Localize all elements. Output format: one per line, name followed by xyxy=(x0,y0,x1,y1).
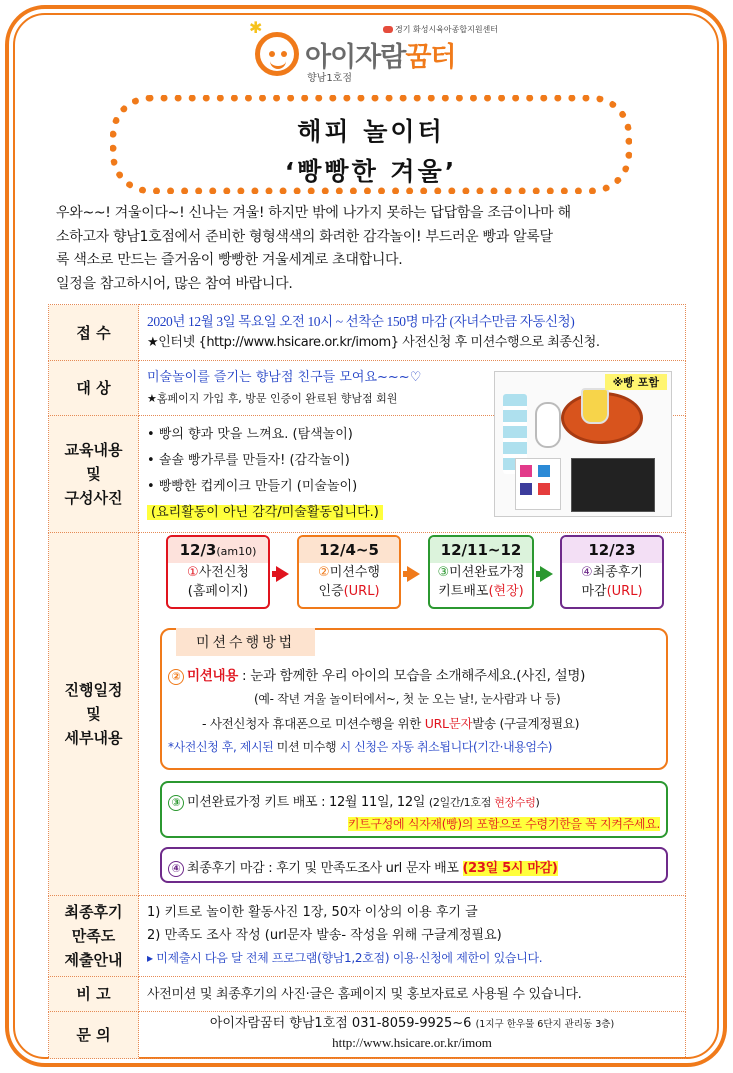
logo-branch: 향남1호점 xyxy=(307,73,353,84)
intro-line: 일정을 참고하시어, 많은 참여 바랍니다. xyxy=(56,275,293,292)
content-item: • 빵빵한 컵케이크 만들기 (미술놀이) xyxy=(147,479,358,494)
content-item: • 빵의 향과 맛을 느껴요. (탐색놀이) xyxy=(147,427,353,442)
reception-content: 2020년 12월 3일 목요일 오전 10시 ~ 선착순 150명 마감 (자녀수만큼 자동신청) ★인터넷 {http://www.hsicare.or.kr/imom} 사전신청 후 미션수행으로 최종신청. xyxy=(139,305,686,361)
step-2: 12/4~5 ②미션수행 인증(URL) xyxy=(297,535,401,609)
mission-heading: 미션수행방법 xyxy=(176,628,315,656)
intro-line: 소하고자 향남1호점에서 준비한 형형색색의 화려한 감각놀이! 부드러운 빵과 알록달 xyxy=(56,228,553,245)
kit-photo xyxy=(494,371,672,517)
inquiry-content: 아이자람꿈터 향남1호점 031-8059-9925~6 (1지구 한우물 6단지 관리동 3층) http://www.hsicare.or.kr/imom xyxy=(139,1012,686,1059)
content-label: 교육내용 및 구성사진 xyxy=(49,416,139,533)
submit-label: 최종후기 만족도 제출안내 xyxy=(49,896,139,977)
intro-line: 록 색소로 만드는 즐거움이 빵빵한 겨울세계로 초대합니다. xyxy=(56,252,403,268)
smiley-face-icon xyxy=(255,32,299,76)
logo-org: 경기 화성시육아종합지원센터 xyxy=(383,24,498,35)
page-subtitle: ‘빵빵한 겨울’ xyxy=(284,157,458,186)
intro-line: 우와~~! 겨울이다~! 신나는 겨울! 하지만 밖에 나가지 못하는 답답함을 조금이나마 해 xyxy=(56,205,571,221)
step-3: 12/11~12 ③미션완료가정 키트배포(현장) xyxy=(428,535,534,609)
intro-text xyxy=(56,202,680,296)
logo xyxy=(249,18,499,84)
reception-label: 접 수 xyxy=(49,305,139,361)
target-content: 미술놀이를 즐기는 향남점 친구들 모여요~~~♡ ★홈페이지 가입 후, 방문 인증이 완료된 향남점 회원 xyxy=(139,361,686,416)
inquiry-label: 문 의 xyxy=(49,1012,139,1059)
content-note: (요리활동이 아닌 감각/미술활동입니다.) xyxy=(147,505,383,520)
title-bubble xyxy=(110,95,632,194)
mission-box: 미션수행방법 ② 미션내용 : 눈과 함께한 우리 아이의 모습을 소개해주세요.(사진, 설명) (예- 작년 겨울 놀이터에서~, 첫 눈 오는 날!, 눈사람과 나 등) - 사전신청자 휴대폰으로 미션수행을 위한 URL문자발송 (구글계정필요) *사전신청 후, 제시된 미션 미수행 시 신청은 자동 취소됩니다(기간·내용엄수) xyxy=(160,628,668,770)
page-title: 해피 놀이터 xyxy=(297,117,445,146)
photo-tag: ※빵 포함 xyxy=(605,374,667,390)
remark-label: 비 고 xyxy=(49,977,139,1012)
step-1: 12/3(am10) ①사전신청 (홈페이지) xyxy=(166,535,270,609)
schedule-label: 진행일정 및 세부내용 xyxy=(49,533,139,896)
kit-box: ③ 미션완료가정 키트 배포 : 12월 11일, 12일 (2일간/1호점 현장수령) 키트구성에 식자재(빵)의 포함으로 수령기한을 꼭 지켜주세요. xyxy=(160,781,668,838)
logo-name: 아이자람꿈터 xyxy=(305,42,456,73)
final-box: ④ 최종후기 마감 : 후기 및 만족도조사 url 문자 배포 (23일 5시 마감) xyxy=(160,847,668,883)
step-4: 12/23 ④최종후기 마감(URL) xyxy=(560,535,664,609)
star-icon: ✱ xyxy=(249,18,263,37)
content-item: • 솔솔 빵가루를 만들자! (감각놀이) xyxy=(147,453,350,468)
target-label: 대 상 xyxy=(49,361,139,416)
remark-content: 사전미션 및 최종후기의 사진·글은 홈페이지 및 홍보자료로 사용될 수 있습니다. xyxy=(139,977,686,1012)
submit-content: 1) 키트로 놀이한 활동사진 1장, 50자 이상의 이용 후기 글 2) 만족도 조사 작성 (url문자 발송- 작성을 위해 구글계정필요) ▸ 미제출시 다음 달 전체 프로그램(향남1,2호점) 이용·신청에 제한이 있습니다. xyxy=(139,896,686,977)
inquiry-url[interactable]: http://www.hsicare.or.kr/imom xyxy=(332,1035,492,1050)
